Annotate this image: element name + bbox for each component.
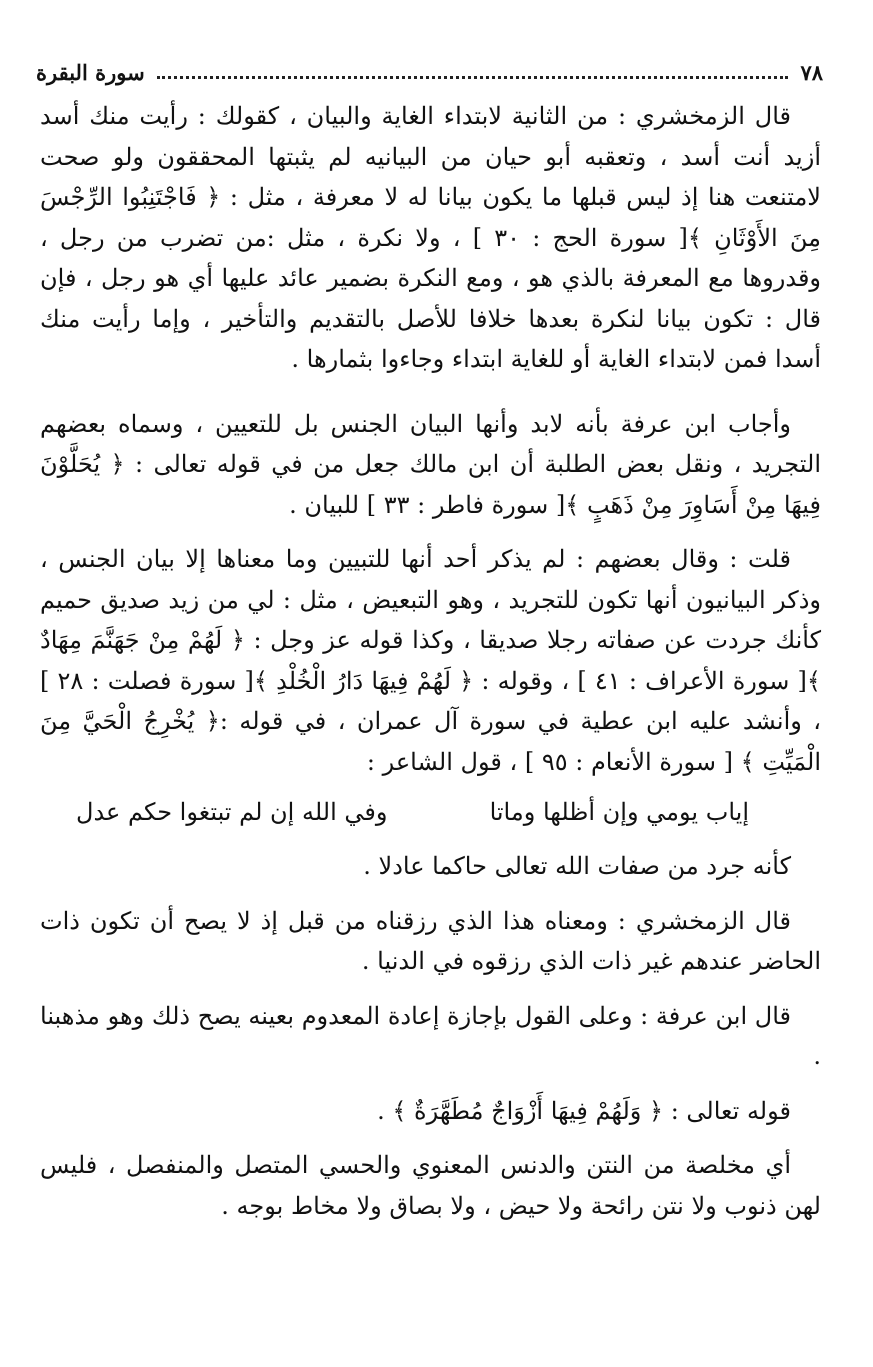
header-dotted-leader (157, 76, 789, 79)
paragraph-azwaj-verse: قوله تعالى : ﴿ وَلَهُمْ فِيهَا أَزْوَاجٌ مُطَهَّرَةٌ ﴾ . (377, 1096, 791, 1125)
page-body (40, 96, 821, 1226)
paragraph-gap (40, 982, 821, 996)
paragraph-gap (40, 380, 821, 404)
paragraph-ibn-arafa-madhab: قال ابن عرفة : وعلى القول بإجازة إعادة المعدوم بعينه يصح ذلك وهو مذهبنا . (40, 1001, 821, 1070)
verse-hemistich-right: إياب يومي وإن أظلها وماتا (489, 798, 749, 826)
paragraph-zamakhshari-min: قال الزمخشري : من الثانية لابتداء الغاية والبيان ، كقولك : رأيت منك أسد أزيد أنت أسد ، وتعقبه أبو حيان من البيانيه لم يثبتها المحققون ولو صحت لامتنعت هنا إذ ليس قبلها ما يكون بيانا له لا معرفة ، مثل : ﴿ فَاجْتَنِبُوا الرِّجْسَ مِنَ الأَوْثَانِ ﴾[ سورة الحج : ٣٠ ] ، ولا نكرة ، مثل :من تضرب من رجل ، وقدروها مع المعرفة بالذي هو ، ومع النكرة بضمير عائد عليها أي هو رجل ، فإن قال : تكون بيانا لنكرة بعدها خلافا للأصل بالتقديم والتأخير ، وإما رأيت منك أسدا فمن لابتداء الغاية أو للغاية ابتداء وجاءوا بثمارها . (40, 102, 821, 373)
paragraph-hakim-adil: كأنه جرد من صفات الله تعالى حاكما عادلا . (363, 852, 791, 880)
paragraph-mukhlasa: أي مخلصة من النتن والدنس المعنوي والحسي المتصل والمنفصل ، فليس لهن ذنوب ولا نتن رائحة ولا حيض ، ولا بصاق ولا مخاط بوجه . (40, 1151, 821, 1220)
running-header (36, 54, 823, 90)
paragraph-ibn-arafa-answer: وأجاب ابن عرفة بأنه لابد وأنها البيان الجنس بل للتعيين ، وسماه بعضهم التجريد ، ونقل بعض الطلبة أن ابن مالك جعل من في قوله تعالى : ﴿ يُحَلَّوْنَ فِيهَا مِنْ أَسَاوِرَ مِنْ ذَهَبٍ ﴾[ سورة فاطر : ٣٣ ] للبيان . (40, 409, 821, 519)
verse-hemistich-left: وفي الله إن لم تبتغوا حكم عدل (76, 798, 388, 826)
paragraph-gap (40, 1077, 821, 1091)
paragraph-gap (40, 1131, 821, 1145)
page-number: ٧٨ (800, 59, 823, 85)
paragraph-gap (40, 887, 821, 901)
paragraph-tajrid: قلت : وقال بعضهم : لم يذكر أحد أنها للتبيين وما معناها إلا بيان الجنس ، وذكر البيانيون أنها تكون للتجريد ، وهو التبعيض ، مثل : لي من زيد صديق حميم كأنك جردت عن صفاته رجلا صديقا ، وكذا قوله عز وجل : ﴿ لَهُمْ مِنْ جَهَنَّمَ مِهَادٌ ﴾[ سورة الأعراف : ٤١ ] ، وقوله : ﴿ لَهُمْ فِيهَا دَارُ الْخُلْدِ ﴾[ سورة فصلت : ٢٨ ] ، وأنشد عليه ابن عطية في سورة آل عمران ، في قوله :﴿ يُخْرِجُ الْحَيَّ مِنَ الْمَيِّتِ ﴾ [ سورة الأنعام : ٩٥ ] ، قول الشاعر : (40, 545, 821, 776)
paragraph-zamakhshari-rizq: قال الزمخشري : ومعناه هذا الذي رزقناه من قبل إذ لا يصح أن تكون ذات الحاضر عندهم غير ذات الذي رزقوه في الدنيا . (40, 906, 821, 975)
paragraph-gap (40, 832, 821, 846)
poetry-verse (40, 792, 821, 832)
paragraph-gap (40, 525, 821, 539)
surah-title: سورة البقرة (36, 59, 145, 85)
